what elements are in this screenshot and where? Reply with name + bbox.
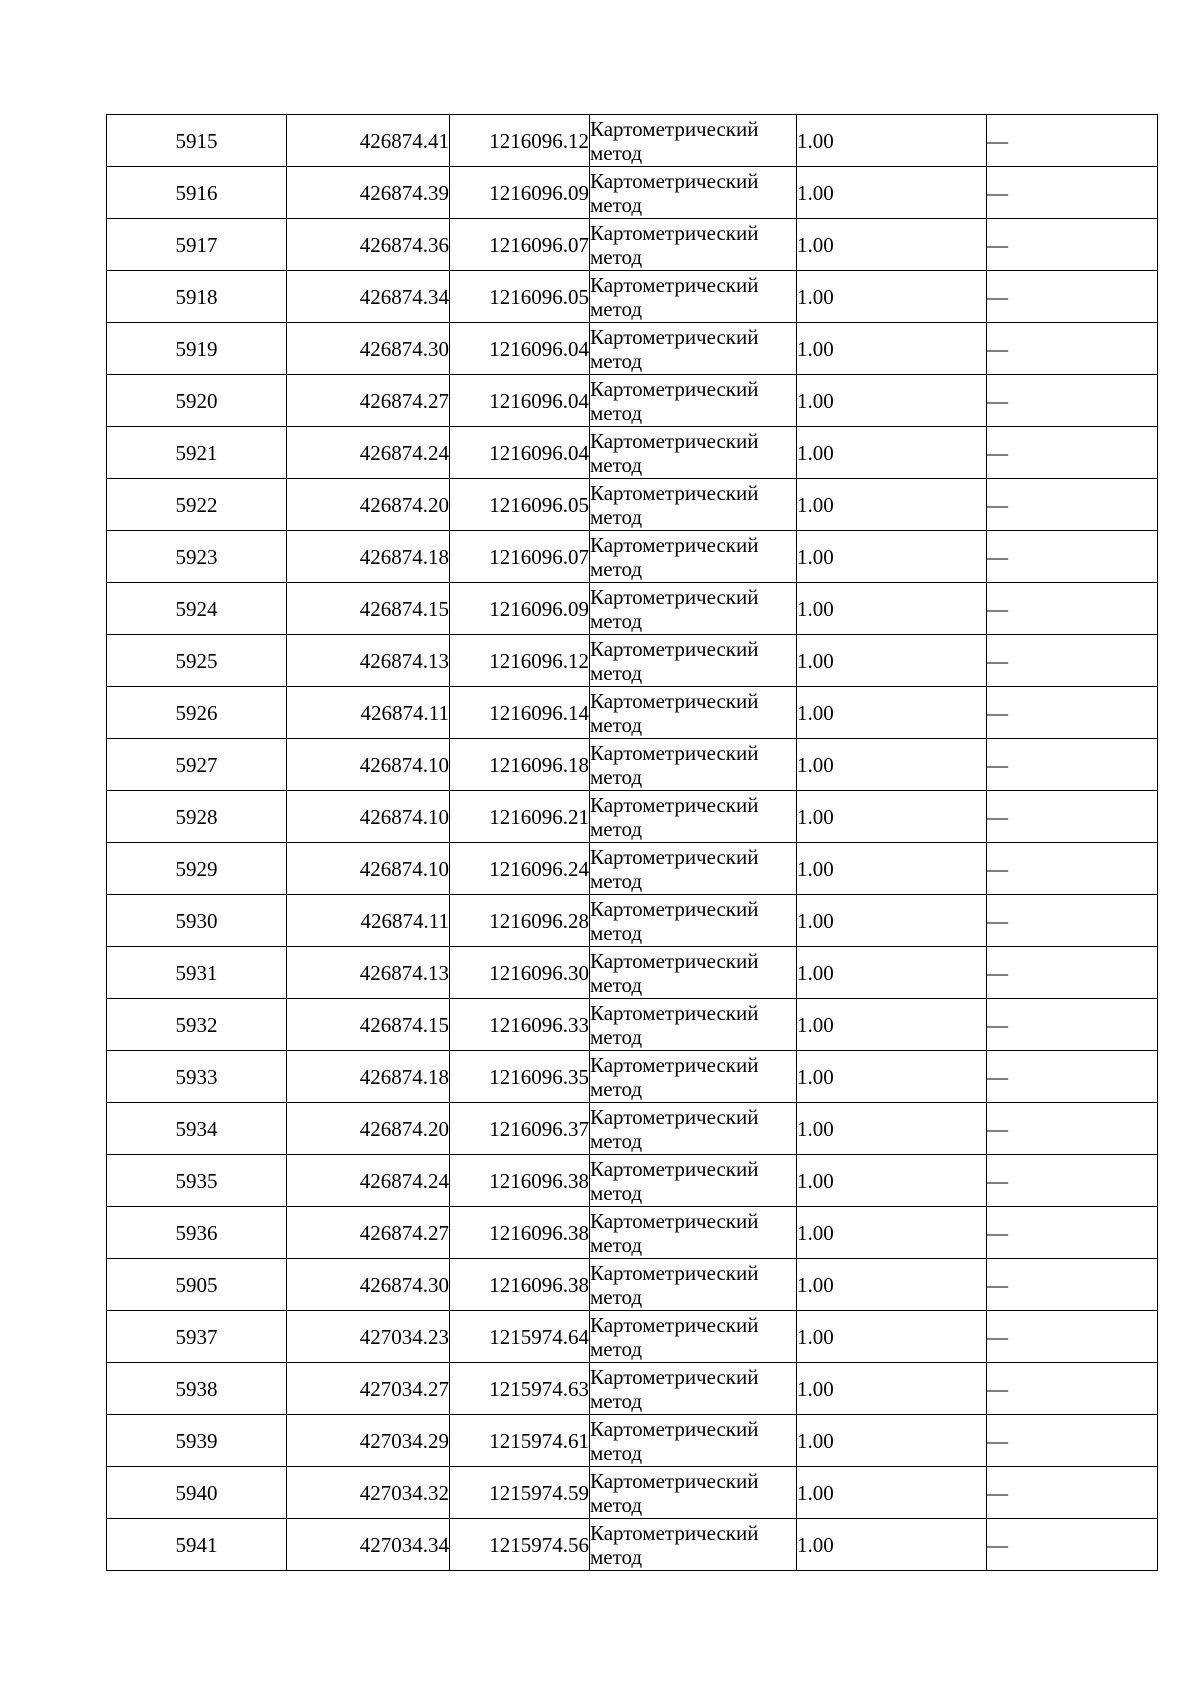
method-text-line2: метод xyxy=(590,920,643,945)
x-coordinate-cell: 426874.13 xyxy=(287,635,450,687)
description-dash: — xyxy=(987,1220,1008,1245)
accuracy-cell: 1.00 xyxy=(797,1415,987,1467)
description-dash: — xyxy=(987,752,1008,777)
point-number-cell: 5923 xyxy=(107,531,287,583)
y-coordinate-cell: 1215974.63 xyxy=(450,1363,590,1415)
table-row xyxy=(107,999,1158,1051)
description-cell xyxy=(987,375,1158,427)
description-cell xyxy=(987,531,1158,583)
description-dash: — xyxy=(987,388,1008,413)
x-coordinate-cell: 427034.27 xyxy=(287,1363,450,1415)
x-coordinate-cell: 426874.10 xyxy=(287,791,450,843)
accuracy-cell: 1.00 xyxy=(797,479,987,531)
point-number-cell: 5920 xyxy=(107,375,287,427)
accuracy-cell: 1.00 xyxy=(797,999,987,1051)
method-cell xyxy=(590,895,797,947)
description-dash: — xyxy=(987,440,1008,465)
table-row xyxy=(107,1415,1158,1467)
point-number-cell: 5916 xyxy=(107,167,287,219)
method-text-line1: Картометрический xyxy=(590,428,759,453)
table-row xyxy=(107,895,1158,947)
x-coordinate-cell: 427034.29 xyxy=(287,1415,450,1467)
point-number-cell: 5915 xyxy=(107,115,287,167)
x-coordinate-cell: 426874.15 xyxy=(287,999,450,1051)
method-cell xyxy=(590,739,797,791)
x-coordinate-cell: 426874.11 xyxy=(287,895,450,947)
x-coordinate-cell: 426874.27 xyxy=(287,1207,450,1259)
table-row xyxy=(107,1207,1158,1259)
method-cell xyxy=(590,1311,797,1363)
table-row xyxy=(107,115,1158,167)
method-text-line1: Картометрический xyxy=(590,1052,759,1077)
x-coordinate-cell: 427034.32 xyxy=(287,1467,450,1519)
description-cell xyxy=(987,1363,1158,1415)
y-coordinate-cell: 1216096.09 xyxy=(450,583,590,635)
point-number-cell: 5924 xyxy=(107,583,287,635)
x-coordinate-cell: 426874.20 xyxy=(287,479,450,531)
point-number-cell: 5941 xyxy=(107,1519,287,1571)
x-coordinate-cell: 426874.30 xyxy=(287,1259,450,1311)
y-coordinate-cell: 1216096.18 xyxy=(450,739,590,791)
description-dash: — xyxy=(987,1324,1008,1349)
accuracy-cell: 1.00 xyxy=(797,1467,987,1519)
y-coordinate-cell: 1216096.05 xyxy=(450,479,590,531)
x-coordinate-cell: 426874.39 xyxy=(287,167,450,219)
method-cell xyxy=(590,635,797,687)
method-text-line2: метод xyxy=(590,660,643,685)
table-row xyxy=(107,1363,1158,1415)
method-cell xyxy=(590,583,797,635)
method-text-line1: Картометрический xyxy=(590,844,759,869)
method-text-line2: метод xyxy=(590,1440,643,1465)
method-cell xyxy=(590,791,797,843)
y-coordinate-cell: 1215974.56 xyxy=(450,1519,590,1571)
description-dash: — xyxy=(987,700,1008,725)
point-number-cell: 5939 xyxy=(107,1415,287,1467)
method-text-line2: метод xyxy=(590,556,643,581)
point-number-cell: 5930 xyxy=(107,895,287,947)
description-dash: — xyxy=(987,1532,1008,1557)
method-text-line1: Картометрический xyxy=(590,220,759,245)
description-dash: — xyxy=(987,1272,1008,1297)
accuracy-cell: 1.00 xyxy=(797,1363,987,1415)
accuracy-cell: 1.00 xyxy=(797,167,987,219)
description-dash: — xyxy=(987,492,1008,517)
method-text-line1: Картометрический xyxy=(590,1416,759,1441)
y-coordinate-cell: 1216096.37 xyxy=(450,1103,590,1155)
method-text-line2: метод xyxy=(590,608,643,633)
description-dash: — xyxy=(987,1064,1008,1089)
description-cell xyxy=(987,271,1158,323)
method-text-line1: Картометрический xyxy=(590,324,759,349)
description-dash: — xyxy=(987,596,1008,621)
table-row xyxy=(107,947,1158,999)
table-row xyxy=(107,739,1158,791)
method-cell xyxy=(590,271,797,323)
accuracy-cell: 1.00 xyxy=(797,323,987,375)
x-coordinate-cell: 426874.34 xyxy=(287,271,450,323)
method-text-line1: Картометрический xyxy=(590,1468,759,1493)
method-cell xyxy=(590,999,797,1051)
method-text-line1: Картометрический xyxy=(590,1364,759,1389)
point-number-cell: 5929 xyxy=(107,843,287,895)
y-coordinate-cell: 1216096.38 xyxy=(450,1259,590,1311)
method-text-line1: Картометрический xyxy=(590,1000,759,1025)
accuracy-cell: 1.00 xyxy=(797,1259,987,1311)
table-row xyxy=(107,323,1158,375)
x-coordinate-cell: 426874.18 xyxy=(287,1051,450,1103)
method-text-line2: метод xyxy=(590,296,643,321)
x-coordinate-cell: 427034.34 xyxy=(287,1519,450,1571)
description-cell xyxy=(987,219,1158,271)
table-row xyxy=(107,1155,1158,1207)
table-row xyxy=(107,843,1158,895)
y-coordinate-cell: 1216096.30 xyxy=(450,947,590,999)
x-coordinate-cell: 426874.15 xyxy=(287,583,450,635)
x-coordinate-cell: 426874.13 xyxy=(287,947,450,999)
method-text-line2: метод xyxy=(590,400,643,425)
description-dash: — xyxy=(987,1428,1008,1453)
accuracy-cell: 1.00 xyxy=(797,427,987,479)
accuracy-cell: 1.00 xyxy=(797,947,987,999)
method-cell xyxy=(590,167,797,219)
description-dash: — xyxy=(987,1376,1008,1401)
accuracy-cell: 1.00 xyxy=(797,271,987,323)
method-cell xyxy=(590,947,797,999)
point-number-cell: 5917 xyxy=(107,219,287,271)
method-text-line2: метод xyxy=(590,816,643,841)
method-cell xyxy=(590,375,797,427)
method-text-line2: метод xyxy=(590,764,643,789)
accuracy-cell: 1.00 xyxy=(797,843,987,895)
description-cell xyxy=(987,895,1158,947)
accuracy-cell: 1.00 xyxy=(797,1519,987,1571)
accuracy-cell: 1.00 xyxy=(797,583,987,635)
method-text-line1: Картометрический xyxy=(590,1104,759,1129)
description-cell xyxy=(987,687,1158,739)
point-number-cell: 5938 xyxy=(107,1363,287,1415)
method-text-line1: Картометрический xyxy=(590,1260,759,1285)
y-coordinate-cell: 1216096.38 xyxy=(450,1207,590,1259)
description-dash: — xyxy=(987,232,1008,257)
method-cell xyxy=(590,479,797,531)
method-text-line2: метод xyxy=(590,972,643,997)
method-text-line1: Картометрический xyxy=(590,1156,759,1181)
method-text-line2: метод xyxy=(590,452,643,477)
x-coordinate-cell: 426874.36 xyxy=(287,219,450,271)
accuracy-cell: 1.00 xyxy=(797,531,987,583)
method-text-line1: Картометрический xyxy=(590,480,759,505)
method-text-line1: Картометрический xyxy=(590,1520,759,1545)
y-coordinate-cell: 1216096.12 xyxy=(450,635,590,687)
method-cell xyxy=(590,1103,797,1155)
coordinates-table-body xyxy=(107,115,1158,1571)
y-coordinate-cell: 1215974.59 xyxy=(450,1467,590,1519)
method-text-line2: метод xyxy=(590,1128,643,1153)
point-number-cell: 5919 xyxy=(107,323,287,375)
x-coordinate-cell: 426874.10 xyxy=(287,843,450,895)
accuracy-cell: 1.00 xyxy=(797,1311,987,1363)
table-row xyxy=(107,791,1158,843)
description-dash: — xyxy=(987,284,1008,309)
description-cell xyxy=(987,999,1158,1051)
point-number-cell: 5931 xyxy=(107,947,287,999)
method-cell xyxy=(590,427,797,479)
description-cell xyxy=(987,1519,1158,1571)
x-coordinate-cell: 426874.20 xyxy=(287,1103,450,1155)
x-coordinate-cell: 427034.23 xyxy=(287,1311,450,1363)
table-row xyxy=(107,219,1158,271)
method-cell xyxy=(590,1519,797,1571)
method-text-line2: метод xyxy=(590,140,643,165)
description-cell xyxy=(987,427,1158,479)
description-cell xyxy=(987,1415,1158,1467)
accuracy-cell: 1.00 xyxy=(797,739,987,791)
description-cell xyxy=(987,739,1158,791)
accuracy-cell: 1.00 xyxy=(797,1155,987,1207)
description-cell xyxy=(987,167,1158,219)
point-number-cell: 5928 xyxy=(107,791,287,843)
method-text-line1: Картометрический xyxy=(590,948,759,973)
method-text-line1: Картометрический xyxy=(590,116,759,141)
method-text-line2: метод xyxy=(590,1024,643,1049)
method-text-line1: Картометрический xyxy=(590,688,759,713)
point-number-cell: 5927 xyxy=(107,739,287,791)
table-row xyxy=(107,427,1158,479)
method-cell xyxy=(590,219,797,271)
y-coordinate-cell: 1216096.24 xyxy=(450,843,590,895)
description-dash: — xyxy=(987,544,1008,569)
point-number-cell: 5905 xyxy=(107,1259,287,1311)
description-cell xyxy=(987,1207,1158,1259)
method-cell xyxy=(590,115,797,167)
point-number-cell: 5926 xyxy=(107,687,287,739)
point-number-cell: 5922 xyxy=(107,479,287,531)
method-text-line2: метод xyxy=(590,1336,643,1361)
method-text-line2: метод xyxy=(590,1076,643,1101)
description-dash: — xyxy=(987,804,1008,829)
description-dash: — xyxy=(987,856,1008,881)
method-cell xyxy=(590,1155,797,1207)
table-row xyxy=(107,583,1158,635)
method-cell xyxy=(590,1415,797,1467)
x-coordinate-cell: 426874.24 xyxy=(287,427,450,479)
method-text-line2: метод xyxy=(590,868,643,893)
method-cell xyxy=(590,1051,797,1103)
y-coordinate-cell: 1216096.05 xyxy=(450,271,590,323)
description-dash: — xyxy=(987,1116,1008,1141)
table-row xyxy=(107,1467,1158,1519)
point-number-cell: 5940 xyxy=(107,1467,287,1519)
method-text-line2: метод xyxy=(590,1180,643,1205)
y-coordinate-cell: 1216096.04 xyxy=(450,427,590,479)
description-dash: — xyxy=(987,960,1008,985)
table-row xyxy=(107,375,1158,427)
x-coordinate-cell: 426874.27 xyxy=(287,375,450,427)
accuracy-cell: 1.00 xyxy=(797,895,987,947)
point-number-cell: 5935 xyxy=(107,1155,287,1207)
method-text-line2: метод xyxy=(590,348,643,373)
table-row xyxy=(107,1311,1158,1363)
y-coordinate-cell: 1216096.07 xyxy=(450,219,590,271)
y-coordinate-cell: 1216096.14 xyxy=(450,687,590,739)
description-cell xyxy=(987,1155,1158,1207)
description-cell xyxy=(987,1467,1158,1519)
method-text-line2: метод xyxy=(590,1232,643,1257)
description-dash: — xyxy=(987,336,1008,361)
method-text-line1: Картометрический xyxy=(590,168,759,193)
y-coordinate-cell: 1216096.21 xyxy=(450,791,590,843)
method-text-line2: метод xyxy=(590,244,643,269)
description-dash: — xyxy=(987,180,1008,205)
point-number-cell: 5932 xyxy=(107,999,287,1051)
point-number-cell: 5925 xyxy=(107,635,287,687)
description-cell xyxy=(987,323,1158,375)
accuracy-cell: 1.00 xyxy=(797,1207,987,1259)
point-number-cell: 5936 xyxy=(107,1207,287,1259)
point-number-cell: 5933 xyxy=(107,1051,287,1103)
description-cell xyxy=(987,947,1158,999)
method-text-line2: метод xyxy=(590,1492,643,1517)
method-cell xyxy=(590,323,797,375)
method-text-line2: метод xyxy=(590,1388,643,1413)
method-text-line2: метод xyxy=(590,712,643,737)
y-coordinate-cell: 1216096.07 xyxy=(450,531,590,583)
method-text-line1: Картометрический xyxy=(590,740,759,765)
accuracy-cell: 1.00 xyxy=(797,219,987,271)
point-number-cell: 5918 xyxy=(107,271,287,323)
y-coordinate-cell: 1215974.64 xyxy=(450,1311,590,1363)
table-row xyxy=(107,1051,1158,1103)
y-coordinate-cell: 1216096.04 xyxy=(450,375,590,427)
x-coordinate-cell: 426874.41 xyxy=(287,115,450,167)
y-coordinate-cell: 1216096.12 xyxy=(450,115,590,167)
table-row xyxy=(107,1103,1158,1155)
description-cell xyxy=(987,635,1158,687)
method-cell xyxy=(590,1207,797,1259)
description-cell xyxy=(987,1103,1158,1155)
method-text-line1: Картометрический xyxy=(590,1208,759,1233)
table-row xyxy=(107,167,1158,219)
y-coordinate-cell: 1216096.09 xyxy=(450,167,590,219)
method-text-line1: Картометрический xyxy=(590,376,759,401)
description-cell xyxy=(987,1259,1158,1311)
description-dash: — xyxy=(987,1168,1008,1193)
table-row xyxy=(107,635,1158,687)
description-cell xyxy=(987,1311,1158,1363)
point-number-cell: 5937 xyxy=(107,1311,287,1363)
method-text-line2: метод xyxy=(590,192,643,217)
point-number-cell: 5921 xyxy=(107,427,287,479)
y-coordinate-cell: 1216096.35 xyxy=(450,1051,590,1103)
method-cell xyxy=(590,843,797,895)
method-text-line1: Картометрический xyxy=(590,532,759,557)
x-coordinate-cell: 426874.10 xyxy=(287,739,450,791)
accuracy-cell: 1.00 xyxy=(797,635,987,687)
description-cell xyxy=(987,1051,1158,1103)
description-dash: — xyxy=(987,648,1008,673)
method-text-line1: Картометрический xyxy=(590,636,759,661)
method-cell xyxy=(590,687,797,739)
description-dash: — xyxy=(987,128,1008,153)
description-cell xyxy=(987,115,1158,167)
method-text-line1: Картометрический xyxy=(590,792,759,817)
method-text-line1: Картометрический xyxy=(590,584,759,609)
description-dash: — xyxy=(987,1480,1008,1505)
y-coordinate-cell: 1216096.38 xyxy=(450,1155,590,1207)
method-text-line2: метод xyxy=(590,1284,643,1309)
accuracy-cell: 1.00 xyxy=(797,375,987,427)
method-cell xyxy=(590,1363,797,1415)
y-coordinate-cell: 1216096.28 xyxy=(450,895,590,947)
method-text-line1: Картометрический xyxy=(590,896,759,921)
accuracy-cell: 1.00 xyxy=(797,115,987,167)
method-cell xyxy=(590,1467,797,1519)
y-coordinate-cell: 1216096.04 xyxy=(450,323,590,375)
table-row xyxy=(107,1519,1158,1571)
method-text-line1: Картометрический xyxy=(590,272,759,297)
accuracy-cell: 1.00 xyxy=(797,1051,987,1103)
method-text-line2: метод xyxy=(590,1544,643,1569)
method-text-line2: метод xyxy=(590,504,643,529)
y-coordinate-cell: 1216096.33 xyxy=(450,999,590,1051)
table-row xyxy=(107,687,1158,739)
x-coordinate-cell: 426874.11 xyxy=(287,687,450,739)
y-coordinate-cell: 1215974.61 xyxy=(450,1415,590,1467)
method-text-line1: Картометрический xyxy=(590,1312,759,1337)
point-number-cell: 5934 xyxy=(107,1103,287,1155)
description-cell xyxy=(987,479,1158,531)
table-row xyxy=(107,271,1158,323)
table-row xyxy=(107,1259,1158,1311)
description-cell xyxy=(987,583,1158,635)
method-cell xyxy=(590,1259,797,1311)
table-row xyxy=(107,479,1158,531)
x-coordinate-cell: 426874.24 xyxy=(287,1155,450,1207)
coordinates-table xyxy=(106,114,1158,1571)
description-cell xyxy=(987,843,1158,895)
x-coordinate-cell: 426874.30 xyxy=(287,323,450,375)
description-dash: — xyxy=(987,1012,1008,1037)
table-row xyxy=(107,531,1158,583)
method-cell xyxy=(590,531,797,583)
accuracy-cell: 1.00 xyxy=(797,687,987,739)
description-cell xyxy=(987,791,1158,843)
x-coordinate-cell: 426874.18 xyxy=(287,531,450,583)
accuracy-cell: 1.00 xyxy=(797,791,987,843)
description-dash: — xyxy=(987,908,1008,933)
accuracy-cell: 1.00 xyxy=(797,1103,987,1155)
